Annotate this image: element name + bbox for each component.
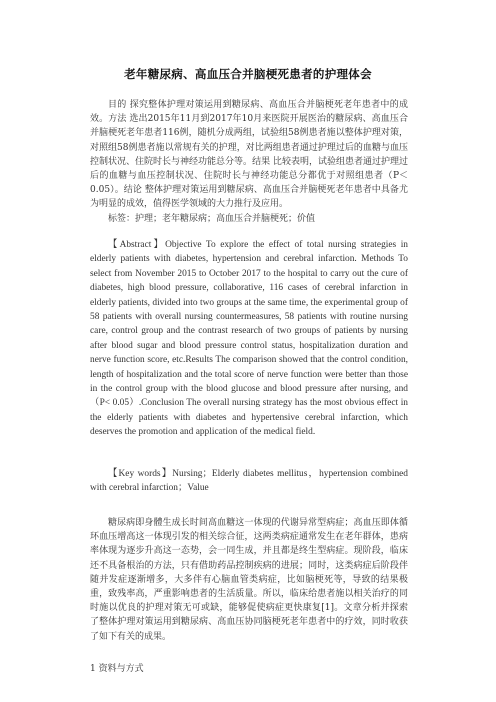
english-abstract-text: 【Abstract】Objective To explore the effect of total nursing strategies in elderly patients with diabetes, hypertension and cerebral infarction. Methods To select from November 2015 to October 2017 to the hospital to carry out the cure of diabetes, high blood pressure, collaborative, 116 cases of cerebral infarction in elderly patients, divided into two groups at the same time, the experimental group of 58 patients with overall nursing countermeasures, 58 patients with routine nursing care, control group and the contrast research of two groups of patients by nursing after blood sugar and blood pressure control status, hospitalization duration and nerve function score, etc.Results The comparison showed that the control condition, length of hospitalization and the total score of nerve function were better than those in the control group with the blood glucose and blood pressure after nursing, and（P< 0.05）.Conclusion The overall nursing strategy has the most obvious effect in the elderly patients with diabetes and hypertensive cerebral infarction, which deserves the promotion and application of the medical field. xyxy=(90,240,408,438)
introduction-paragraph: 糖尿病即身體生成长时间高血糖这一体现的代谢异常型病症；高血压即体循环血压增高这一体现引发的相关综合征，这两类病症通常发生在老年群体，患病率体现为逐步升高这一态势，会一同生成，并且都是终生型病症。现阶段，临床还不具备根治的方法，只有借助药品控制疾病的进展；同时，这类病症后阶段伴随并发症逐渐增多，大多伴有心脑血管类病症，比如脑梗死等，导致的结果极重，致残率高，严重影响患者的生活质量。所以，临床给患者施以相关治疗的同时施以优良的护理对策无可或缺，能够促使病症更快康复[1]。文章分析并探索了整体护理对策运用到糖尿病、高血压协同脑梗死老年患者中的疗效，同时收获了如下有关的成果。 xyxy=(90,518,408,642)
section-heading: 1 资料与方式 xyxy=(90,664,144,674)
english-keywords-text: 【Key words】Nursing；Elderly diabetes mellitus，hypertension combined with cerebral infarction；Value xyxy=(90,469,408,494)
chinese-keywords: 标签：护理；老年糖尿病；高血压合并脑梗死；价值 xyxy=(108,214,316,224)
chinese-abstract: 目的 探究整体护理对策运用到糖尿病、高血压合并脑梗死老年患者中的成效。方法 选出2015年11月到2017年10月来医院开展医治的糖尿病、高血压合并脑梗死老年患者116例，随机分成两组，试验组58例患者施以整体护理对策，对照组58例患者施以常规有关的护理，对比两组患者通过护理过后的血糖与血压控制状况、住院时长与神经功能总分等。结果 比较表明，试验组患者通过护理过后的血糖与血压控制状况、住院时长与神经功能总分都优于对照组患者（P＜0.05）。结论 整体护理对策运用到糖尿病、高血压合并脑梗死老年患者中具备尤为明显的成效，值得医学领域的大力推行及应用。 xyxy=(90,100,408,210)
english-keywords xyxy=(90,467,408,496)
article-title: 老年糖尿病、高血压合并脑梗死患者的护理体会 xyxy=(124,67,372,81)
english-abstract xyxy=(90,238,408,440)
